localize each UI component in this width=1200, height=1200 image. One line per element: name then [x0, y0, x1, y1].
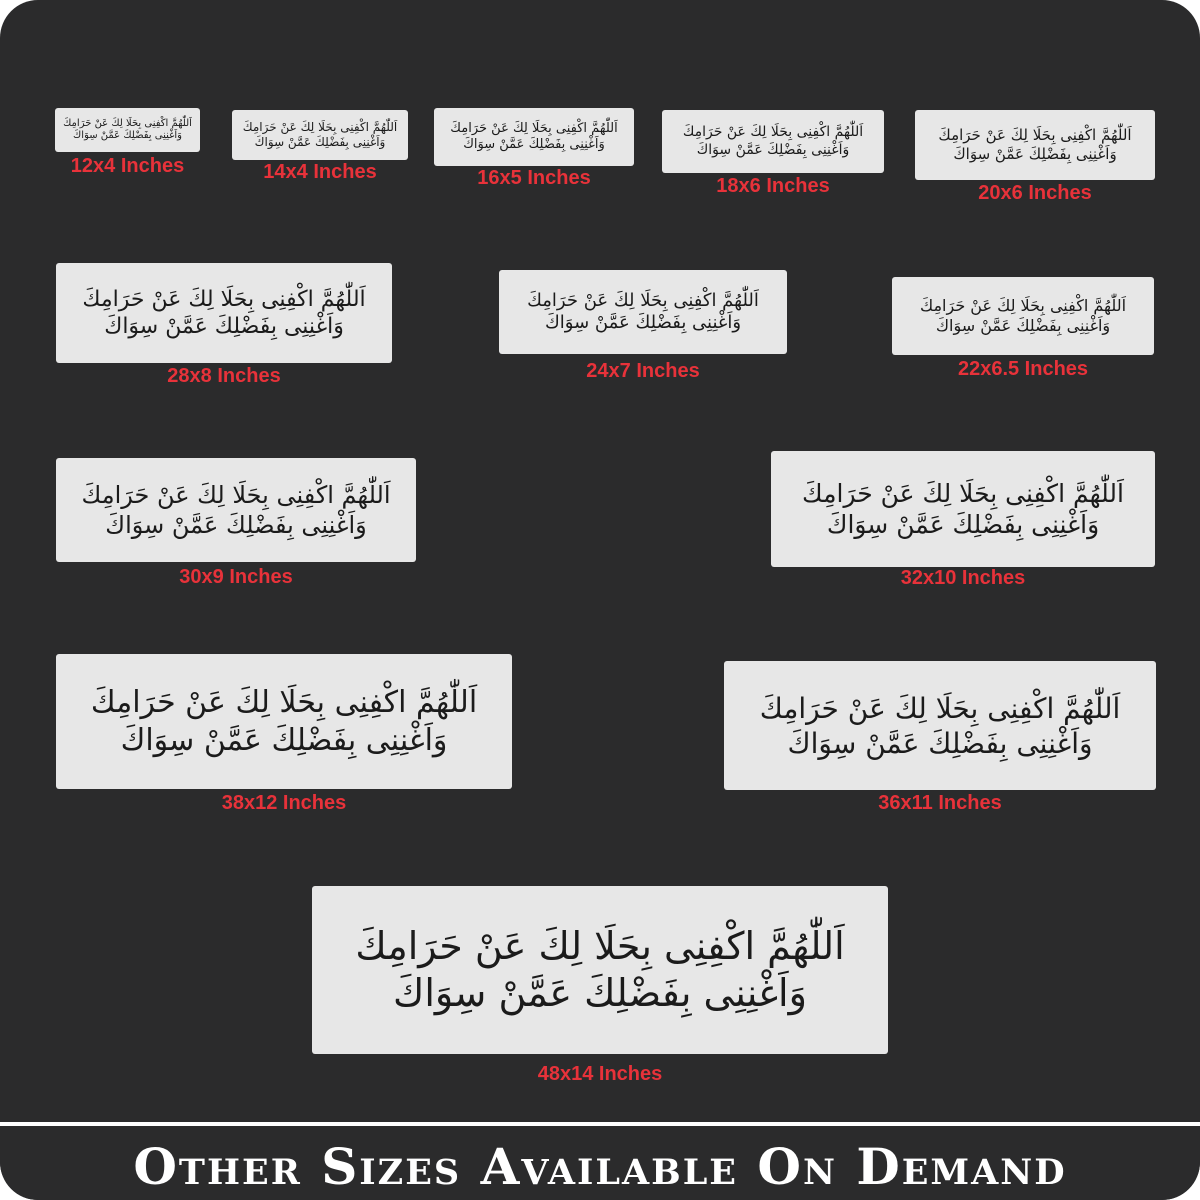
sticker-preview-24x7	[499, 270, 787, 354]
dua-line-1: اَللّٰهُمَّ اكْفِنِى بِحَلَا لِكَ عَنْ حَرَامِكَ	[63, 117, 192, 129]
size-label-16x5: 16x5 Inches	[477, 167, 591, 189]
size-label-38x12: 38x12 Inches	[221, 792, 347, 814]
dua-line-2: وَاَغْنِنِى بِفَضْلِكَ عَمَّنْ سِوَاكَ	[120, 722, 448, 758]
sticker-preview-36x11	[724, 661, 1156, 790]
sticker-preview-28x8	[56, 263, 392, 363]
size-label-22x6.5: 22x6.5 Inches	[957, 358, 1089, 380]
dua-line-2: وَاَغْنِنِى بِفَضْلِكَ عَمَّنْ سِوَاكَ	[105, 511, 367, 539]
dua-line-2: وَاَغْنِنِى بِفَضْلِكَ عَمَّنْ سِوَاكَ	[104, 314, 344, 339]
dua-line-2: وَاَغْنِنِى بِفَضْلِكَ عَمَّنْ سِوَاكَ	[787, 726, 1093, 760]
size-label-24x7: 24x7 Inches	[586, 360, 700, 382]
sticker-preview-48x14	[312, 886, 888, 1054]
dua-line-1: اَللّٰهُمَّ اكْفِنِى بِحَلَا لِكَ عَنْ حَرَامِكَ	[82, 286, 366, 312]
size-label-18x6: 18x6 Inches	[716, 175, 830, 197]
sticker-preview-20x6	[915, 110, 1155, 180]
sticker-preview-32x10	[771, 451, 1155, 567]
dua-line-2: وَاَغْنِنِى بِفَضْلِكَ عَمَّنْ سِوَاكَ	[544, 312, 742, 333]
sticker-preview-16x5	[434, 108, 634, 166]
sticker-preview-14x4	[232, 110, 408, 160]
size-label-32x10: 32x10 Inches	[900, 567, 1026, 589]
size-label-36x11: 36x11 Inches	[878, 792, 1002, 814]
sticker-preview-22x6.5	[892, 277, 1154, 355]
dua-line-2: وَاَغْنِنِى بِفَضْلِكَ عَمَّنْ سِوَاكَ	[73, 130, 182, 141]
footer-divider	[0, 1122, 1200, 1126]
footer-text: Other Sizes Available On Demand	[133, 1136, 1067, 1196]
size-label-28x8: 28x8 Inches	[167, 365, 281, 387]
sticker-preview-38x12	[56, 654, 512, 789]
dua-line-2: وَاَغْنِنِى بِفَضْلِكَ عَمَّنْ سِوَاكَ	[696, 141, 850, 158]
dua-line-2: وَاَغْنِنِى بِفَضْلِكَ عَمَّنْ سِوَاكَ	[393, 971, 807, 1015]
dua-line-1: اَللّٰهُمَّ اكْفِنِى بِحَلَا لِكَ عَنْ حَرَامِكَ	[802, 478, 1124, 508]
size-label-20x6: 20x6 Inches	[978, 182, 1092, 204]
dua-line-1: اَللّٰهُمَّ اكْفِنِى بِحَلَا لِكَ عَنْ حَرَامِكَ	[355, 923, 845, 968]
dua-line-1: اَللّٰهُمَّ اكْفِنِى بِحَلَا لِكَ عَنْ حَرَامِكَ	[90, 685, 478, 720]
dua-line-1: اَللّٰهُمَّ اكْفِنِى بِحَلَا لِكَ عَنْ حَرَامِكَ	[682, 124, 864, 140]
size-label-48x14: 48x14 Inches	[537, 1063, 663, 1085]
dua-line-1: اَللّٰهُمَّ اكْفِنِى بِحَلَا لِكَ عَنْ حَرَامِكَ	[759, 691, 1121, 725]
sticker-preview-18x6	[662, 110, 884, 173]
size-label-14x4: 14x4 Inches	[263, 161, 377, 183]
dua-line-1: اَللّٰهُمَّ اكْفِنِى بِحَلَا لِكَ عَنْ حَرَامِكَ	[242, 120, 398, 134]
sticker-preview-30x9	[56, 458, 416, 562]
dua-line-2: وَاَغْنِنِى بِفَضْلِكَ عَمَّنْ سِوَاكَ	[254, 135, 386, 149]
dua-line-1: اَللّٰهُمَّ اكْفِنِى بِحَلَا لِكَ عَنْ حَرَامِكَ	[81, 481, 391, 509]
sticker-preview-12x4	[55, 108, 200, 152]
dua-line-1: اَللّٰهُمَّ اكْفِنِى بِحَلَا لِكَ عَنْ حَرَامِكَ	[919, 296, 1127, 315]
dua-line-1: اَللّٰهُمَّ اكْفِنِى بِحَلَا لِكَ عَنْ حَرَامِكَ	[938, 126, 1132, 145]
dua-line-1: اَللّٰهُمَّ اكْفِنِى بِحَلَا لِكَ عَنْ حَرَامِكَ	[450, 120, 618, 136]
footer-banner	[0, 1132, 1200, 1200]
dua-line-1: اَللّٰهُمَّ اكْفِنِى بِحَلَا لِكَ عَنْ حَرَامِكَ	[527, 289, 759, 311]
dua-line-2: وَاَغْنِنِى بِفَضْلِكَ عَمَّنْ سِوَاكَ	[935, 316, 1111, 335]
size-label-12x4: 12x4 Inches	[70, 155, 185, 177]
dua-line-2: وَاَغْنِنِى بِفَضْلِكَ عَمَّنْ سِوَاكَ	[953, 145, 1117, 163]
dua-line-2: وَاَغْنِنِى بِفَضْلِكَ عَمَّنْ سِوَاكَ	[826, 510, 1100, 539]
dua-line-2: وَاَغْنِنِى بِفَضْلِكَ عَمَّنْ سِوَاكَ	[463, 137, 605, 152]
size-label-30x9: 30x9 Inches	[179, 566, 293, 588]
